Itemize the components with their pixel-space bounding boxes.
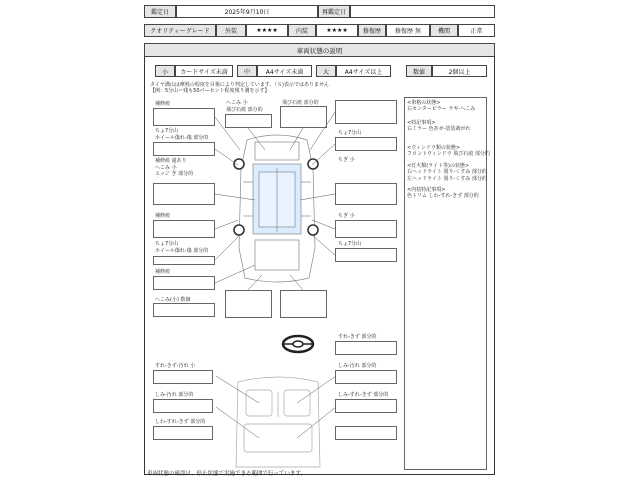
left-label-6: 補修痕 — [155, 213, 171, 219]
panel-body-2: 右ミラー 色あせ-塗装剥がれ — [407, 126, 471, 132]
panel-body-1: 右センターピラー ラギ-へこみ — [407, 106, 476, 112]
exterior-label: 外装 — [216, 24, 246, 37]
panel-heading-1: <車格の状態> — [407, 100, 441, 106]
left-label-1: 補修痕 — [155, 101, 171, 107]
left-label-3: 飛び石痕 部分的 — [282, 100, 319, 106]
panel-body-3: フロントウィンドウ 飛び石痕 部分的 — [407, 151, 490, 157]
right-label-1: ちょ7分山 — [338, 130, 362, 136]
quality-grade-label: クオリティーグレード — [144, 24, 216, 37]
inspection-date-value: 2025年9月10日 — [176, 5, 318, 18]
right-label-4: ちょ7分山 — [338, 241, 362, 247]
interior-rating: ★★★★ — [316, 24, 358, 37]
count-label: 数値 — [406, 65, 432, 77]
panel-body-4: 右ヘッドライト 曇り-くすみ 部分的 左ヘッドライト 曇り-くすみ 部分的 — [407, 169, 487, 182]
size-medium-desc: A4サイズ未満 — [257, 65, 312, 77]
size-large-desc: A4サイズ以上 — [336, 65, 391, 77]
tire-note-line1: タイヤ溝山は摩耗の程度を目視により判定しています。（Ｓ)表示ではありません — [150, 82, 329, 88]
repair-history-label: 修復歴 — [358, 24, 386, 37]
interior-label: 内装 — [288, 24, 316, 37]
right-label-2: ちぎ 小 — [338, 157, 355, 163]
interior-front-left-label: すれ-きず-汚れ 小 — [155, 363, 196, 369]
inspection-date-label: 鑑定日 — [144, 5, 176, 18]
right-label-3: ちぎ 小 — [338, 213, 355, 219]
panel-heading-2: <特記事項> — [407, 120, 436, 126]
size-medium-label: 中 — [237, 65, 257, 77]
interior-steering-label: すれ-きず 部分的 — [338, 334, 377, 340]
panel-heading-4: <灯火類(ライト等)の状態> — [407, 163, 470, 169]
panel-heading-5: <内装特記事項> — [407, 187, 446, 193]
reinspection-date-label: 再鑑定日 — [318, 5, 350, 18]
tire-note-line2: 【例：5分山＝残も50パーセント程度残り溝を示す】 — [150, 88, 270, 94]
interior-mid-right-label: しみ-すれ-きず 部分的 — [338, 392, 389, 398]
left-label-2: へこみ 小 飛び石痕 部分的 — [226, 100, 263, 113]
device-label: 機関 — [430, 24, 458, 37]
left-label-7: ちょ7分山 ホイール傷れ-傷 部分的 — [155, 241, 209, 254]
exterior-rating: ★★★★ — [246, 24, 288, 37]
count-value: 2個以上 — [432, 65, 487, 77]
panel-body-5: 色トリム しわ-すれ-きず 部分的 — [407, 193, 479, 199]
footer-note: 車両状態の確認は、停止状態で実施できる範囲で行っています。 — [147, 471, 307, 477]
left-label-9: へこみ(小) 数個 — [155, 297, 191, 303]
left-label-5: 補修痕 還あり へこみ 小 エッジ ぎ 部分的 — [155, 158, 194, 177]
interior-rear-left-label: しわ-すれ-きず 部分的 — [155, 419, 206, 425]
interior-mid-left-label: しみ-汚れ 部分的 — [155, 392, 194, 398]
size-small-desc: カードサイズ未満 — [175, 65, 233, 77]
left-label-8: 補修痕 — [155, 269, 171, 275]
section-title: 車両状態の説明 — [144, 43, 495, 57]
left-label-4: ちょ7分山 ホイール傷れ-傷 部分的 — [155, 128, 209, 141]
size-small-label: 小 — [155, 65, 175, 77]
panel-heading-3: <ウィンドウ類の状態> — [407, 145, 461, 151]
size-large-label: 大 — [316, 65, 336, 77]
repair-history-value: 修復歴 無 — [386, 24, 430, 37]
interior-front-right-label: しみ-汚れ 部分的 — [338, 363, 377, 369]
device-value: 正常 — [458, 24, 495, 37]
